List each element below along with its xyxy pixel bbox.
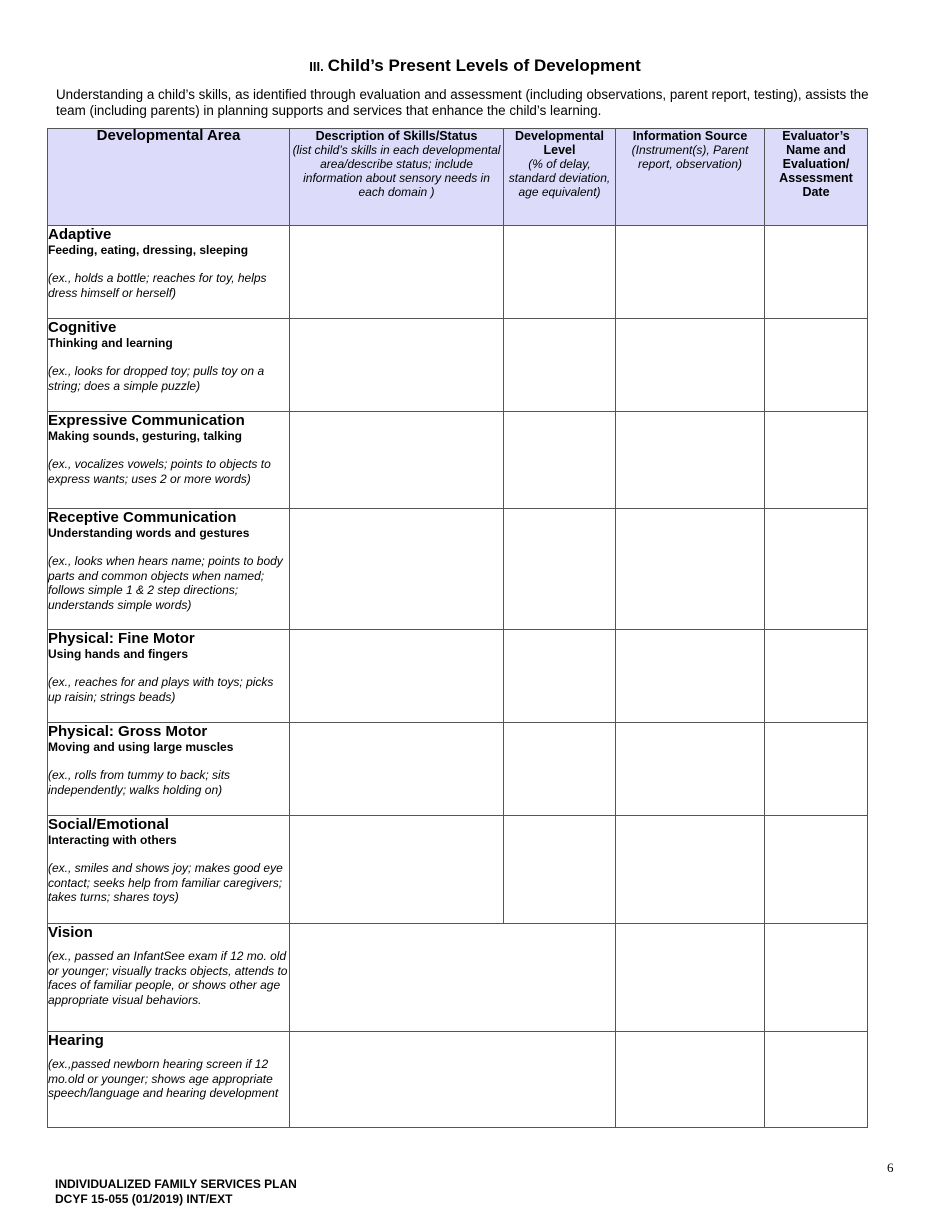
footer-form-title: INDIVIDUALIZED FAMILY SERVICES PLAN <box>55 1177 297 1191</box>
header-developmental-area: Developmental Area <box>48 129 290 226</box>
evaluator-input-cell[interactable] <box>765 816 868 924</box>
source-input-cell[interactable] <box>616 723 765 816</box>
table-row-adaptive <box>48 226 868 319</box>
area-name: Social/Emotional <box>48 816 169 833</box>
section-title <box>0 56 950 76</box>
area-example: (ex., reaches for and plays with toys; picks up raisin; strings beads) <box>48 675 274 704</box>
header-description: Description of Skills/Status (list child’s skills in each developmental area/describe status; include information about sensory needs in each domain ) <box>290 129 504 226</box>
area-description: Making sounds, gesturing, talking <box>48 429 243 443</box>
area-description: Feeding, eating, dressing, sleeping <box>48 243 249 257</box>
description-input-cell[interactable] <box>290 226 504 319</box>
section-title-text: Child’s Present Levels of Development <box>327 56 641 75</box>
intro-paragraph: Understanding a child’s skills, as identified through evaluation and assessment (including observations, parent report, testing), assists the team (including parents) in planning supports and services that enhance the child’s learning. <box>56 87 869 118</box>
section-number: III. <box>309 59 324 74</box>
table-row-social-emotional <box>48 816 868 924</box>
description-input-cell[interactable] <box>290 723 504 816</box>
area-description: Moving and using large muscles <box>48 740 234 754</box>
level-input-cell[interactable] <box>504 509 616 630</box>
source-input-cell[interactable] <box>616 1032 765 1128</box>
footer <box>55 1177 297 1207</box>
area-description: Using hands and fingers <box>48 647 189 661</box>
area-description: Thinking and learning <box>48 336 173 350</box>
evaluator-input-cell[interactable] <box>765 412 868 509</box>
description-input-cell[interactable] <box>290 816 504 924</box>
source-input-cell[interactable] <box>616 319 765 412</box>
area-example: (ex., vocalizes vowels; points to objects to express wants; uses 2 or more words) <box>48 457 271 486</box>
source-input-cell[interactable] <box>616 509 765 630</box>
area-name: Physical: Gross Motor <box>48 723 208 740</box>
source-input-cell[interactable] <box>616 412 765 509</box>
area-cell <box>48 723 290 816</box>
table-row-fine-motor <box>48 630 868 723</box>
area-name: Physical: Fine Motor <box>48 630 195 647</box>
source-input-cell[interactable] <box>616 816 765 924</box>
description-level-input-cell[interactable] <box>290 924 616 1032</box>
area-cell <box>48 924 290 1032</box>
area-cell <box>48 816 290 924</box>
area-name: Vision <box>48 924 93 941</box>
level-input-cell[interactable] <box>504 226 616 319</box>
table-row-receptive-communication <box>48 509 868 630</box>
level-input-cell[interactable] <box>504 412 616 509</box>
area-example: (ex., rolls from tummy to back; sits independently; walks holding on) <box>48 768 231 797</box>
evaluator-input-cell[interactable] <box>765 723 868 816</box>
area-name: Expressive Communication <box>48 412 245 429</box>
header-developmental-level: Developmental Level (% of delay, standard deviation, age equivalent) <box>504 129 616 226</box>
level-input-cell[interactable] <box>504 816 616 924</box>
level-input-cell[interactable] <box>504 319 616 412</box>
page-number: 6 <box>887 1160 894 1175</box>
area-example: (ex., looks when hears name; points to body parts and common objects when named; follows simple 1 & 2 step directions; understands simple words) <box>48 554 283 612</box>
evaluator-input-cell[interactable] <box>765 924 868 1032</box>
description-input-cell[interactable] <box>290 509 504 630</box>
evaluator-input-cell[interactable] <box>765 509 868 630</box>
area-name: Cognitive <box>48 319 117 336</box>
description-input-cell[interactable] <box>290 630 504 723</box>
table-row-expressive-communication <box>48 412 868 509</box>
table-row-vision <box>48 924 868 1032</box>
evaluator-input-cell[interactable] <box>765 630 868 723</box>
development-table <box>47 128 868 1128</box>
area-description: Understanding words and gestures <box>48 526 250 540</box>
table-row-gross-motor <box>48 723 868 816</box>
level-input-cell[interactable] <box>504 723 616 816</box>
area-example: (ex., smiles and shows joy; makes good eye contact; seeks help from familiar caregivers; takes turns; shares toys) <box>48 861 283 904</box>
table-row-cognitive <box>48 319 868 412</box>
evaluator-input-cell[interactable] <box>765 319 868 412</box>
area-cell <box>48 319 290 412</box>
evaluator-input-cell[interactable] <box>765 1032 868 1128</box>
header-information-source: Information Source (Instrument(s), Parent report, observation) <box>616 129 765 226</box>
source-input-cell[interactable] <box>616 924 765 1032</box>
area-example: (ex.,passed newborn hearing screen if 12 mo.old or younger; shows age appropriate speech/language and hearing development <box>48 1057 279 1100</box>
description-input-cell[interactable] <box>290 319 504 412</box>
area-name: Adaptive <box>48 226 112 243</box>
area-name: Hearing <box>48 1032 104 1049</box>
header-evaluator: Evaluator’s Name and Evaluation/ Assessment Date <box>765 129 868 226</box>
area-example: (ex., looks for dropped toy; pulls toy on a string; does a simple puzzle) <box>48 364 265 393</box>
level-input-cell[interactable] <box>504 630 616 723</box>
area-example: (ex., holds a bottle; reaches for toy, helps dress himself or herself) <box>48 271 267 300</box>
area-cell <box>48 509 290 630</box>
area-cell <box>48 630 290 723</box>
area-cell <box>48 226 290 319</box>
table-row-hearing <box>48 1032 868 1128</box>
area-cell <box>48 412 290 509</box>
evaluator-input-cell[interactable] <box>765 226 868 319</box>
footer-form-code: DCYF 15-055 (01/2019) INT/EXT <box>55 1192 233 1206</box>
area-name: Receptive Communication <box>48 509 237 526</box>
area-example: (ex., passed an InfantSee exam if 12 mo. old or younger; visually tracks objects, attends to faces of familiar people, or shows other age appropriate visual behaviors. <box>48 949 288 1007</box>
source-input-cell[interactable] <box>616 630 765 723</box>
description-level-input-cell[interactable] <box>290 1032 616 1128</box>
description-input-cell[interactable] <box>290 412 504 509</box>
area-description: Interacting with others <box>48 833 177 847</box>
area-cell <box>48 1032 290 1128</box>
table-header-row <box>48 129 868 226</box>
source-input-cell[interactable] <box>616 226 765 319</box>
